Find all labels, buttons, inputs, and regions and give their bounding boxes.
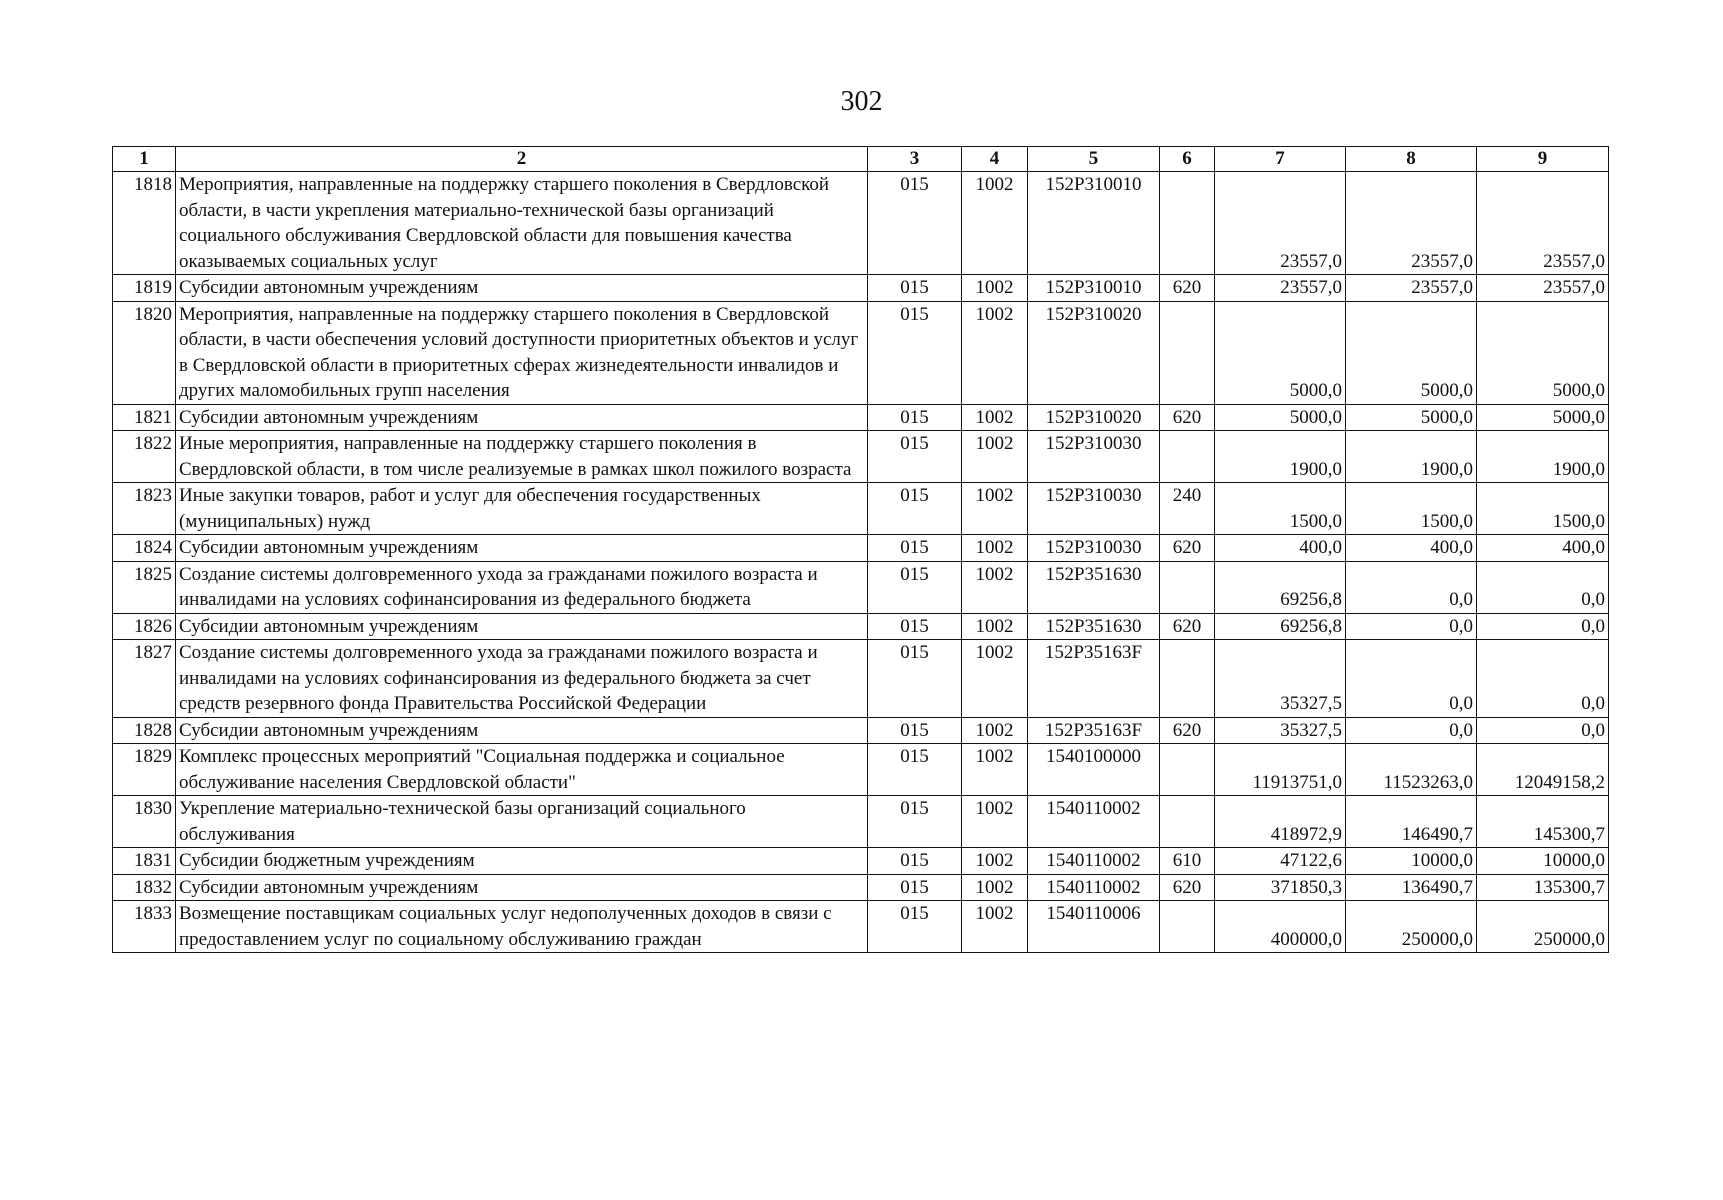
code-section: 1002 bbox=[962, 431, 1028, 483]
amount-year-3: 1900,0 bbox=[1477, 431, 1609, 483]
row-number: 1820 bbox=[113, 301, 176, 404]
column-header: 5 bbox=[1028, 147, 1160, 172]
amount-year-2: 1900,0 bbox=[1346, 431, 1477, 483]
amount-year-1: 371850,3 bbox=[1215, 874, 1346, 901]
code-section: 1002 bbox=[962, 172, 1028, 275]
amount-year-1: 5000,0 bbox=[1215, 301, 1346, 404]
amount-year-1: 69256,8 bbox=[1215, 561, 1346, 613]
code-admin: 015 bbox=[868, 796, 962, 848]
code-target: 152Р310010 bbox=[1028, 275, 1160, 302]
code-target: 152Р310030 bbox=[1028, 431, 1160, 483]
amount-year-3: 23557,0 bbox=[1477, 172, 1609, 275]
table-row bbox=[113, 613, 1609, 640]
amount-year-3: 1500,0 bbox=[1477, 483, 1609, 535]
amount-year-3: 400,0 bbox=[1477, 535, 1609, 562]
code-section: 1002 bbox=[962, 613, 1028, 640]
row-number: 1825 bbox=[113, 561, 176, 613]
code-section: 1002 bbox=[962, 275, 1028, 302]
table-row bbox=[113, 404, 1609, 431]
table-row bbox=[113, 172, 1609, 275]
row-number: 1824 bbox=[113, 535, 176, 562]
code-section: 1002 bbox=[962, 404, 1028, 431]
code-expense-type: 610 bbox=[1160, 848, 1215, 875]
code-section: 1002 bbox=[962, 848, 1028, 875]
code-admin: 015 bbox=[868, 561, 962, 613]
code-section: 1002 bbox=[962, 535, 1028, 562]
table-row bbox=[113, 901, 1609, 953]
code-expense-type bbox=[1160, 901, 1215, 953]
code-admin: 015 bbox=[868, 301, 962, 404]
amount-year-3: 12049158,2 bbox=[1477, 744, 1609, 796]
row-name: Иные мероприятия, направленные на поддержку старшего поколения в Свердловской области, в том числе реализуемые в рамках школ пожилого возраста bbox=[176, 431, 868, 483]
amount-year-1: 418972,9 bbox=[1215, 796, 1346, 848]
column-header: 6 bbox=[1160, 147, 1215, 172]
code-expense-type bbox=[1160, 640, 1215, 718]
amount-year-1: 5000,0 bbox=[1215, 404, 1346, 431]
code-target: 1540110002 bbox=[1028, 874, 1160, 901]
code-target: 1540110006 bbox=[1028, 901, 1160, 953]
row-name: Создание системы долговременного ухода за гражданами пожилого возраста и инвалидами на условиях софинансирования из федерального бюджета bbox=[176, 561, 868, 613]
code-section: 1002 bbox=[962, 796, 1028, 848]
table-row bbox=[113, 301, 1609, 404]
amount-year-1: 35327,5 bbox=[1215, 640, 1346, 718]
amount-year-3: 10000,0 bbox=[1477, 848, 1609, 875]
code-target: 1540110002 bbox=[1028, 848, 1160, 875]
code-expense-type: 620 bbox=[1160, 275, 1215, 302]
column-header: 9 bbox=[1477, 147, 1609, 172]
code-expense-type: 240 bbox=[1160, 483, 1215, 535]
row-number: 1828 bbox=[113, 717, 176, 744]
row-number: 1831 bbox=[113, 848, 176, 875]
column-header: 1 bbox=[113, 147, 176, 172]
row-number: 1827 bbox=[113, 640, 176, 718]
code-expense-type bbox=[1160, 744, 1215, 796]
table-row bbox=[113, 848, 1609, 875]
code-target: 152Р35163F bbox=[1028, 640, 1160, 718]
table-row bbox=[113, 483, 1609, 535]
table-row bbox=[113, 640, 1609, 718]
table-row bbox=[113, 874, 1609, 901]
code-expense-type bbox=[1160, 301, 1215, 404]
amount-year-1: 69256,8 bbox=[1215, 613, 1346, 640]
code-admin: 015 bbox=[868, 275, 962, 302]
amount-year-2: 1500,0 bbox=[1346, 483, 1477, 535]
amount-year-1: 11913751,0 bbox=[1215, 744, 1346, 796]
amount-year-1: 47122,6 bbox=[1215, 848, 1346, 875]
row-number: 1822 bbox=[113, 431, 176, 483]
code-admin: 015 bbox=[868, 848, 962, 875]
code-target: 152Р351630 bbox=[1028, 561, 1160, 613]
amount-year-2: 0,0 bbox=[1346, 561, 1477, 613]
code-expense-type bbox=[1160, 431, 1215, 483]
code-expense-type bbox=[1160, 172, 1215, 275]
page-number: 302 bbox=[840, 86, 883, 117]
row-name: Субсидии бюджетным учреждениям bbox=[176, 848, 868, 875]
code-target: 152Р310020 bbox=[1028, 404, 1160, 431]
table-row bbox=[113, 796, 1609, 848]
row-name: Создание системы долговременного ухода за гражданами пожилого возраста и инвалидами на условиях софинансирования из федерального бюджета за счет средств резервного фонда Правительства Российской Федерации bbox=[176, 640, 868, 718]
code-section: 1002 bbox=[962, 640, 1028, 718]
amount-year-2: 23557,0 bbox=[1346, 172, 1477, 275]
amount-year-3: 5000,0 bbox=[1477, 301, 1609, 404]
amount-year-2: 0,0 bbox=[1346, 717, 1477, 744]
amount-year-3: 250000,0 bbox=[1477, 901, 1609, 953]
row-number: 1819 bbox=[113, 275, 176, 302]
budget-table bbox=[112, 146, 1609, 953]
code-target: 152Р310010 bbox=[1028, 172, 1160, 275]
amount-year-2: 5000,0 bbox=[1346, 404, 1477, 431]
code-target: 152Р35163F bbox=[1028, 717, 1160, 744]
row-name: Мероприятия, направленные на поддержку старшего поколения в Свердловской области, в части обеспечения условий доступности приоритетных объектов и услуг в Свердловской области в приоритетных сферах жизнедеятельности инвалидов и других маломобильных групп населения bbox=[176, 301, 868, 404]
amount-year-1: 400,0 bbox=[1215, 535, 1346, 562]
code-admin: 015 bbox=[868, 613, 962, 640]
amount-year-3: 23557,0 bbox=[1477, 275, 1609, 302]
code-expense-type: 620 bbox=[1160, 874, 1215, 901]
amount-year-2: 0,0 bbox=[1346, 640, 1477, 718]
code-expense-type: 620 bbox=[1160, 535, 1215, 562]
row-name: Возмещение поставщикам социальных услуг недополученных доходов в связи с предоставлением услуг по социальному обслуживанию граждан bbox=[176, 901, 868, 953]
code-target: 1540100000 bbox=[1028, 744, 1160, 796]
amount-year-3: 0,0 bbox=[1477, 561, 1609, 613]
row-number: 1823 bbox=[113, 483, 176, 535]
code-target: 152Р351630 bbox=[1028, 613, 1160, 640]
row-number: 1821 bbox=[113, 404, 176, 431]
column-header: 8 bbox=[1346, 147, 1477, 172]
code-admin: 015 bbox=[868, 901, 962, 953]
amount-year-3: 145300,7 bbox=[1477, 796, 1609, 848]
amount-year-1: 400000,0 bbox=[1215, 901, 1346, 953]
code-admin: 015 bbox=[868, 172, 962, 275]
code-target: 152Р310030 bbox=[1028, 535, 1160, 562]
code-section: 1002 bbox=[962, 483, 1028, 535]
code-expense-type: 620 bbox=[1160, 613, 1215, 640]
code-section: 1002 bbox=[962, 744, 1028, 796]
amount-year-1: 23557,0 bbox=[1215, 275, 1346, 302]
column-header: 7 bbox=[1215, 147, 1346, 172]
amount-year-3: 0,0 bbox=[1477, 613, 1609, 640]
code-admin: 015 bbox=[868, 717, 962, 744]
amount-year-2: 146490,7 bbox=[1346, 796, 1477, 848]
row-number: 1833 bbox=[113, 901, 176, 953]
row-number: 1826 bbox=[113, 613, 176, 640]
column-header: 3 bbox=[868, 147, 962, 172]
amount-year-2: 250000,0 bbox=[1346, 901, 1477, 953]
code-admin: 015 bbox=[868, 874, 962, 901]
amount-year-1: 1500,0 bbox=[1215, 483, 1346, 535]
code-target: 152Р310030 bbox=[1028, 483, 1160, 535]
table-row bbox=[113, 561, 1609, 613]
code-section: 1002 bbox=[962, 717, 1028, 744]
code-expense-type bbox=[1160, 561, 1215, 613]
code-admin: 015 bbox=[868, 431, 962, 483]
code-admin: 015 bbox=[868, 535, 962, 562]
amount-year-2: 0,0 bbox=[1346, 613, 1477, 640]
row-name: Укрепление материально-технической базы организаций социального обслуживания bbox=[176, 796, 868, 848]
row-number: 1832 bbox=[113, 874, 176, 901]
amount-year-3: 0,0 bbox=[1477, 717, 1609, 744]
row-name: Субсидии автономным учреждениям bbox=[176, 717, 868, 744]
code-section: 1002 bbox=[962, 901, 1028, 953]
table-row bbox=[113, 744, 1609, 796]
column-header: 4 bbox=[962, 147, 1028, 172]
table-body bbox=[113, 172, 1609, 953]
amount-year-3: 0,0 bbox=[1477, 640, 1609, 718]
row-name: Иные закупки товаров, работ и услуг для обеспечения государственных (муниципальных) нужд bbox=[176, 483, 868, 535]
table-row bbox=[113, 717, 1609, 744]
amount-year-2: 10000,0 bbox=[1346, 848, 1477, 875]
row-number: 1818 bbox=[113, 172, 176, 275]
amount-year-2: 11523263,0 bbox=[1346, 744, 1477, 796]
amount-year-3: 135300,7 bbox=[1477, 874, 1609, 901]
table-row bbox=[113, 535, 1609, 562]
row-name: Комплекс процессных мероприятий "Социальная поддержка и социальное обслуживание населения Свердловской области" bbox=[176, 744, 868, 796]
code-target: 1540110002 bbox=[1028, 796, 1160, 848]
row-name: Субсидии автономным учреждениям bbox=[176, 404, 868, 431]
table-row bbox=[113, 275, 1609, 302]
code-admin: 015 bbox=[868, 640, 962, 718]
code-target: 152Р310020 bbox=[1028, 301, 1160, 404]
row-name: Мероприятия, направленные на поддержку старшего поколения в Свердловской области, в части укрепления материально-технической базы организаций социального обслуживания Свердловской области для повышения качества оказываемых социальных услуг bbox=[176, 172, 868, 275]
code-expense-type: 620 bbox=[1160, 404, 1215, 431]
column-header: 2 bbox=[176, 147, 868, 172]
row-name: Субсидии автономным учреждениям bbox=[176, 275, 868, 302]
code-admin: 015 bbox=[868, 483, 962, 535]
amount-year-2: 23557,0 bbox=[1346, 275, 1477, 302]
row-name: Субсидии автономным учреждениям bbox=[176, 535, 868, 562]
code-section: 1002 bbox=[962, 301, 1028, 404]
amount-year-2: 400,0 bbox=[1346, 535, 1477, 562]
code-admin: 015 bbox=[868, 404, 962, 431]
row-name: Субсидии автономным учреждениям bbox=[176, 874, 868, 901]
amount-year-1: 1900,0 bbox=[1215, 431, 1346, 483]
amount-year-1: 23557,0 bbox=[1215, 172, 1346, 275]
amount-year-2: 136490,7 bbox=[1346, 874, 1477, 901]
code-expense-type: 620 bbox=[1160, 717, 1215, 744]
code-admin: 015 bbox=[868, 744, 962, 796]
row-number: 1829 bbox=[113, 744, 176, 796]
code-section: 1002 bbox=[962, 874, 1028, 901]
amount-year-3: 5000,0 bbox=[1477, 404, 1609, 431]
code-expense-type bbox=[1160, 796, 1215, 848]
code-section: 1002 bbox=[962, 561, 1028, 613]
table-row bbox=[113, 431, 1609, 483]
amount-year-2: 5000,0 bbox=[1346, 301, 1477, 404]
header-row bbox=[113, 147, 1609, 172]
row-name: Субсидии автономным учреждениям bbox=[176, 613, 868, 640]
amount-year-1: 35327,5 bbox=[1215, 717, 1346, 744]
row-number: 1830 bbox=[113, 796, 176, 848]
